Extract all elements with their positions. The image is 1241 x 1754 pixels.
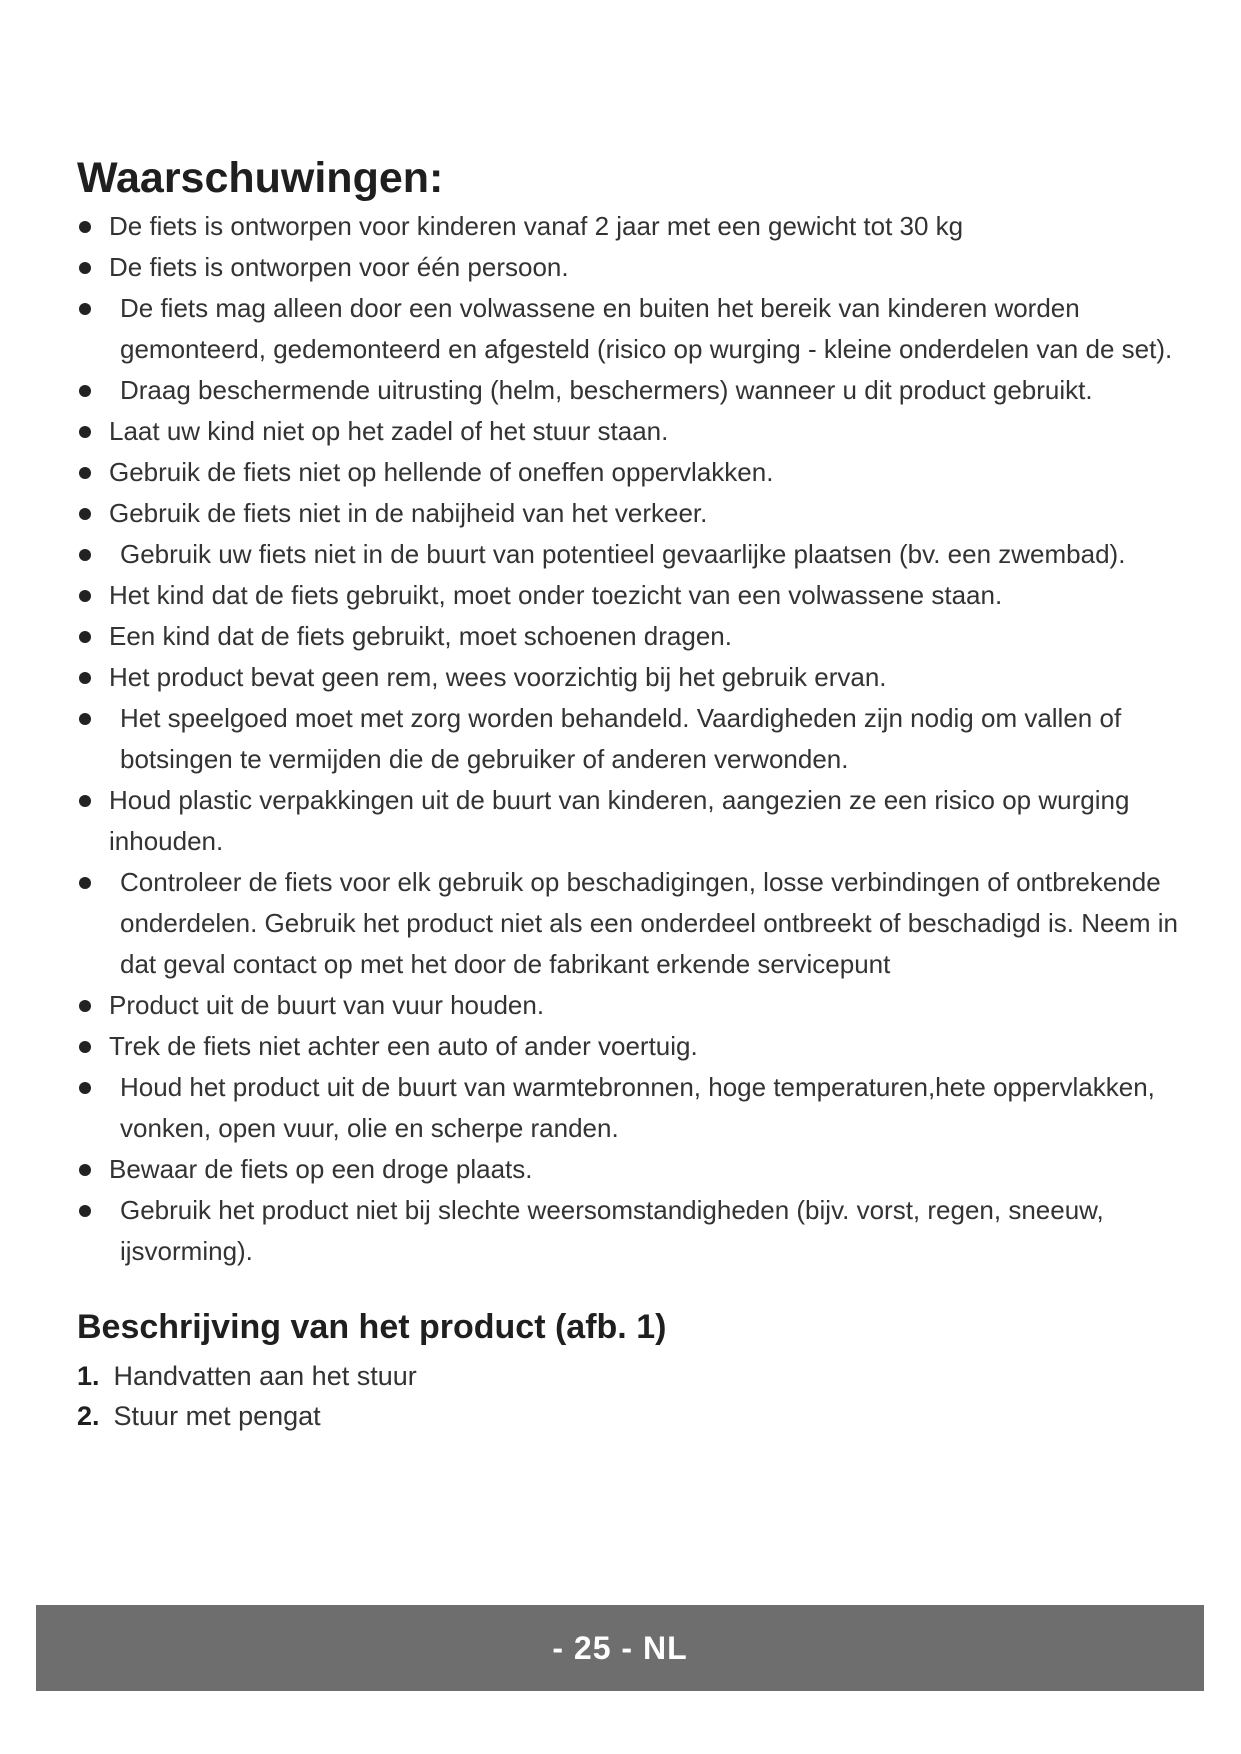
part-label: Stuur met pengat: [113, 1401, 321, 1431]
warning-item: Gebruik uw fiets niet in de buurt van potentieel gevaarlijke plaatsen (bv. een zwembad).: [77, 534, 1187, 575]
part-label: Handvatten aan het stuur: [113, 1361, 417, 1391]
warning-item: Houd plastic verpakkingen uit de buurt van kinderen, aangezien ze een risico op wurging inhouden.: [77, 780, 1187, 862]
page-number: - 25 - NL: [552, 1629, 688, 1666]
warning-item: Controleer de fiets voor elk gebruik op beschadigingen, losse verbindingen of ontbrekende onderdelen. Gebruik het product niet als een onderdeel ontbreekt of beschadigd is. Neem in dat geval contact op met het door de fabrikant erkende servicepunt: [77, 862, 1187, 985]
warning-item: Het kind dat de fiets gebruikt, moet onder toezicht van een volwassene staan.: [77, 575, 1187, 616]
bullet-icon: [79, 1000, 91, 1012]
warning-item: Draag beschermende uitrusting (helm, beschermers) wanneer u dit product gebruikt.: [77, 370, 1187, 411]
warning-item: Product uit de buurt van vuur houden.: [77, 985, 1187, 1026]
bullet-icon: [79, 426, 91, 438]
part-item: [77, 1396, 1187, 1436]
bullet-icon: [79, 549, 91, 561]
warning-item: Een kind dat de fiets gebruikt, moet schoenen dragen.: [77, 616, 1187, 657]
bullet-icon: [79, 672, 91, 684]
bullet-icon: [79, 262, 91, 274]
bullet-icon: [79, 590, 91, 602]
bullet-icon: [79, 631, 91, 643]
product-description-title: Beschrijving van het product (afb. 1): [77, 1308, 667, 1346]
bullet-icon: [79, 385, 91, 397]
bullet-icon: [79, 1041, 91, 1053]
warning-item: Gebruik de fiets niet op hellende of oneffen oppervlakken.: [77, 452, 1187, 493]
part-number: 1.: [77, 1361, 100, 1391]
warning-item: Bewaar de fiets op een droge plaats.: [77, 1149, 1187, 1190]
warning-item: Gebruik de fiets niet in de nabijheid van het verkeer.: [77, 493, 1187, 534]
warnings-title: Waarschuwingen:: [77, 154, 444, 202]
warning-item: Gebruik het product niet bij slechte weersomstandigheden (bijv. vorst, regen, sneeuw, ijsvorming).: [77, 1190, 1187, 1272]
bullet-icon: [79, 303, 91, 315]
warning-item: De fiets is ontworpen voor één persoon.: [77, 247, 1187, 288]
bullet-icon: [79, 1164, 91, 1176]
warning-item: Het product bevat geen rem, wees voorzichtig bij het gebruik ervan.: [77, 657, 1187, 698]
page-footer: [36, 1605, 1204, 1691]
bullet-icon: [79, 467, 91, 479]
bullet-icon: [79, 508, 91, 520]
warning-item: Houd het product uit de buurt van warmtebronnen, hoge temperaturen,hete oppervlakken, vonken, open vuur, olie en scherpe randen.: [77, 1067, 1187, 1149]
warning-item: Trek de fiets niet achter een auto of ander voertuig.: [77, 1026, 1187, 1067]
bullet-icon: [79, 1082, 91, 1094]
warning-item: Het speelgoed moet met zorg worden behandeld. Vaardigheden zijn nodig om vallen of botsingen te vermijden die de gebruiker of anderen verwonden.: [77, 698, 1187, 780]
bullet-icon: [79, 713, 91, 725]
warning-item: De fiets mag alleen door een volwassene en buiten het bereik van kinderen worden gemonteerd, gedemonteerd en afgesteld (risico op wurging - kleine onderdelen van de set).: [77, 288, 1187, 370]
bullet-icon: [79, 795, 91, 807]
bullet-icon: [79, 1205, 91, 1217]
warning-item: Laat uw kind niet op het zadel of het stuur staan.: [77, 411, 1187, 452]
bullet-icon: [79, 221, 91, 233]
parts-list: [77, 1356, 1187, 1436]
page-content: [77, 150, 1187, 1436]
warnings-list: [77, 206, 1187, 1272]
part-number: 2.: [77, 1401, 100, 1431]
part-item: [77, 1356, 1187, 1396]
bullet-icon: [79, 877, 91, 889]
warning-item: De fiets is ontworpen voor kinderen vanaf 2 jaar met een gewicht tot 30 kg: [77, 206, 1187, 247]
